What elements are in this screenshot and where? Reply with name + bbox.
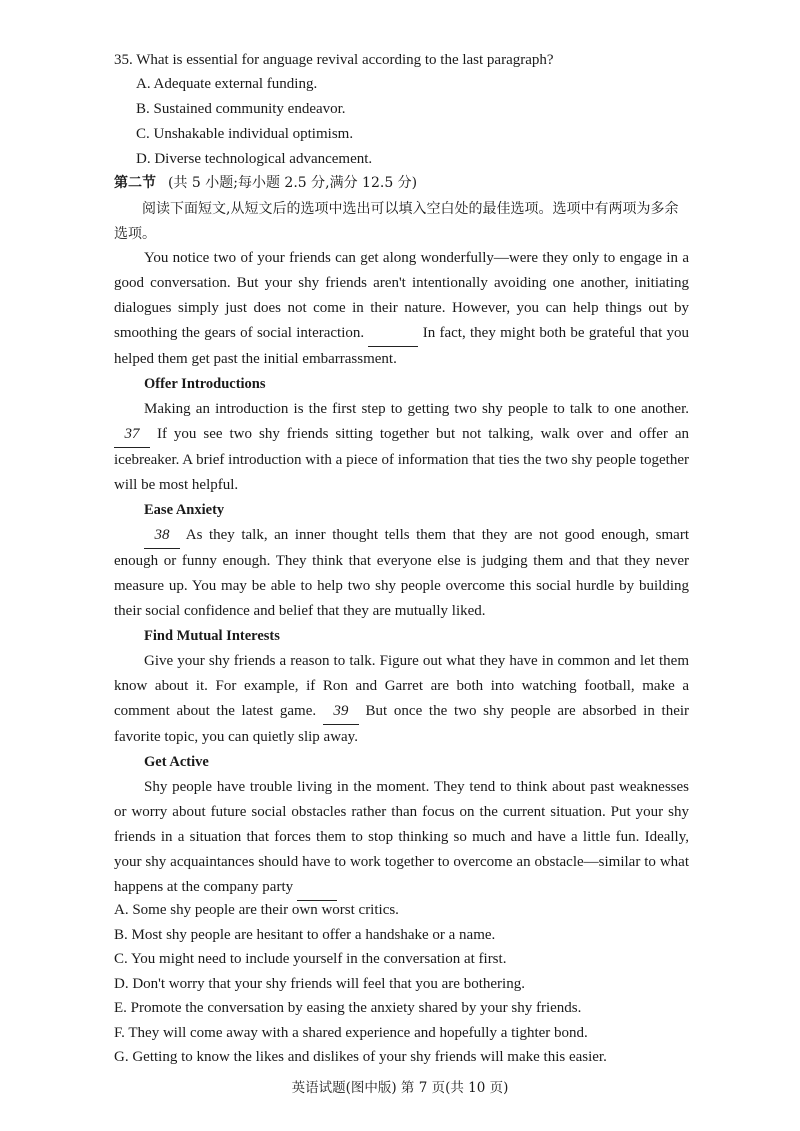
blank-36 [368,321,418,347]
paragraph-2-text: As they talk, an inner thought tells them that they are not good enough, smart enough or funny enough. They think that everyone else is judging them and that they never measure up. You may be able to help two shy people overcome this social hurdle by building their social confidence and belief that they are mutually liked. [114,527,689,619]
paragraph-3-text-a: Give your shy friends a reason to talk. Figure out what they have in common and let them know about it. For example, if Ron and Garret are both into watching football, make a comment about the latest game. [114,653,689,719]
heading-find-mutual-interests: Find Mutual Interests [144,628,280,644]
answer-option-g: G. Getting to know the likes and dislikes of your shy friends will make this easier. [114,1049,607,1065]
section-header [114,171,417,195]
question-35-option-a: A. Adequate external funding. [136,76,318,92]
answer-option-e: E. Promote the conversation by easing the anxiety shared by your shy friends. [114,1000,582,1016]
blank-37: 37 [114,422,150,448]
heading-ease-anxiety: Ease Anxiety [144,502,225,518]
answer-options [114,898,704,1070]
heading-get-active: Get Active [144,754,209,770]
passage-intro [114,246,689,372]
page-footer: 英语试题(图中版) 第 7 页(共 10 页) [291,1080,509,1096]
paragraph-1-text-a: Making an introduction is the first step to getting two shy people to talk to one another. [144,401,689,417]
question-35 [114,48,714,172]
section-scoring: (共 5 小题;每小题 2.5 分,满分 12.5 分) [168,175,418,191]
paragraph-ease-anxiety [114,523,689,624]
passage-intro-text-a: You notice two of your friends can get along wonderfully—were they only to engage in a good conversation. But your shy friends aren't intentionally avoiding one another, initiating dialogues simply just does not come in their nature. However, you can help things out by smoothing the gears of social interaction. [114,250,689,341]
question-35-option-c: C. Unshakable individual optimism. [136,126,354,142]
question-35-option-d: D. Diverse technological advancement. [136,151,373,167]
section-title: 第二节 [114,175,156,191]
paragraph-find-mutual-interests [114,649,689,750]
paragraph-get-active [114,775,689,901]
heading-offer-introductions: Offer Introductions [144,376,266,392]
blank-38: 38 [144,523,180,549]
passage-intro-text-b: In fact, they might both be grateful that you helped them get past the initial embarrassment. [114,325,690,367]
answer-option-f: F. They will come away with a shared experience and hopefully a tighter bond. [114,1024,588,1041]
answer-option-b: B. Most shy people are hesitant to offer a handshake or a name. [114,926,496,943]
answer-option-d: D. Don't worry that your shy friends will feel that you are bothering. [114,975,525,992]
reading-passage [114,246,689,901]
paragraph-3-text-b: But once the two shy people are absorbed in their favorite topic, you can quietly slip away. [114,703,690,745]
question-35-option-b: B. Sustained community endeavor. [136,101,346,117]
answer-option-c: C. You might need to include yourself in the conversation at first. [114,951,507,967]
paragraph-4-text: Shy people have trouble living in the moment. They tend to think about past weaknesses or worry about future social obstacles rather than focus on the current situation. Put your shy friends in a situation that forces them to stop thinking so much and have a little fun. Ideally, your shy acquaintances should have to work together to overcome an obstacle—similar to what happens at the company party [114,779,689,895]
question-35-stem: 35. What is essential for anguage revival according to the last paragraph? [114,52,554,68]
section-instruction: 阅读下面短文,从短文后的选项中选出可以填入空白处的最佳选项。选项中有两项为多余选项。 [114,201,679,242]
blank-39: 39 [323,699,359,725]
paragraph-1-text-b: If you see two shy friends sitting together but not talking, walk over and offer an icebreaker. A brief introduction with a piece of information that ties the two shy people together will be most helpful. [114,426,689,493]
paragraph-offer-introductions [114,397,689,498]
answer-option-a: A. Some shy people are their own worst critics. [114,902,399,918]
